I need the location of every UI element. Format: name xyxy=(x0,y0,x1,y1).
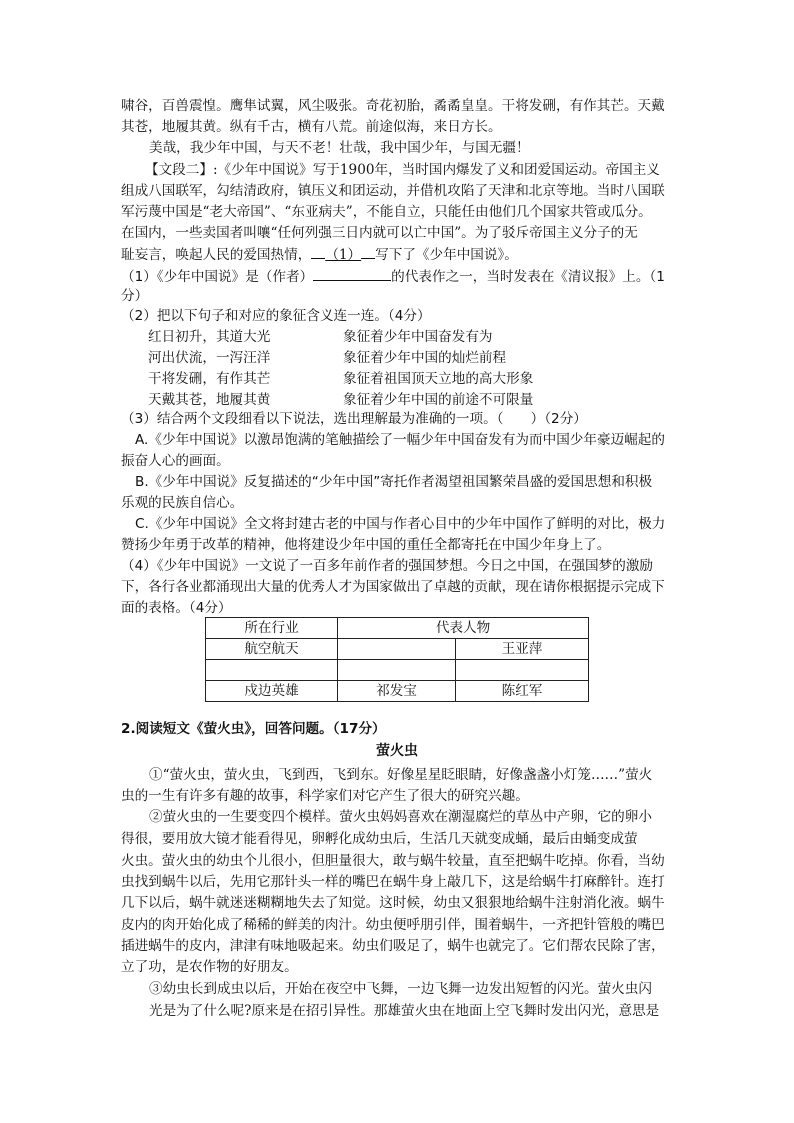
question-2-prompt: （2）把以下句子和对应的象征含义连一连。（4分） xyxy=(121,308,431,324)
passage1-line: 啸谷，百兽震惶。鹰隼试翼，风尘吸张。奇花初胎，矞矞皇皇。干将发硎，有作其芒。天戴 xyxy=(121,98,665,114)
essay-line: 光是为了什么呢?原来是在招引异性。那雄萤火虫在地面上空飞舞时发出闪光，意思是 xyxy=(149,1003,660,1019)
question-4-line: 面的表格。（4分） xyxy=(121,600,232,616)
author-answer-blank[interactable] xyxy=(313,266,391,281)
table-cell: 航空航天 xyxy=(206,639,338,660)
answer-blank[interactable] xyxy=(361,244,375,259)
passage2-line: 军污蔑中国是“老大帝国”、“东亚病夫”，不能自立，只能任由他们几个国家共管或瓜分。 xyxy=(121,204,652,220)
matching-right-item[interactable]: 象征着少年中国的前途不可限量 xyxy=(343,392,534,408)
table-cell: 王亚萍 xyxy=(456,639,589,660)
answer-blank[interactable] xyxy=(311,244,325,259)
passage1-line: 美哉，我少年中国，与天不老！壮哉，我中国少年，与国无疆！ xyxy=(149,140,530,156)
passage2-line: 组成八国联军，勾结清政府，镇压义和团运动，并借机攻陷了天津和北京等地。当时八国联 xyxy=(121,183,665,199)
table-answer-cell[interactable] xyxy=(338,639,456,660)
question-1 xyxy=(121,266,665,287)
option-a-continued: 振奋人心的画面。 xyxy=(121,453,230,469)
question-1-text: （1）《少年中国说》是（作者） xyxy=(121,269,314,285)
essay-line: 立了功，是农作物的好朋友。 xyxy=(121,959,298,975)
essay-line: ③幼虫长到成虫以后，开始在夜空中飞舞，一边飞舞一边发出短暂的闪光。萤火虫闪 xyxy=(149,981,652,997)
option-a[interactable]: A.《少年中国说》以激昂饱满的笔触描绘了一幅少年中国奋发有为而中国少年豪迈崛起的 xyxy=(135,432,665,448)
option-c-continued: 赞扬少年勇于改革的精神，他将建设少年中国的重任全都寄托在中国少年身上了。 xyxy=(121,537,611,553)
matching-right-item[interactable]: 象征着祖国顶天立地的高大形象 xyxy=(343,371,534,387)
matching-left-item[interactable]: 河出伏流，一泻汪洋 xyxy=(148,350,271,366)
essay-line: ①“萤火虫，萤火虫，飞到西，飞到东。好像星星眨眼睛，好像盏盏小灯笼……”萤火 xyxy=(149,767,653,783)
blank-label: （1） xyxy=(325,247,362,263)
passage1-line: 其苍，地履其黄。纵有千古，横有八荒。前途似海，来日方长。 xyxy=(121,119,502,135)
essay-title: 萤火虫 xyxy=(376,743,418,759)
passage2-line: 在国内，一些卖国者叫嚷“任何列强三日内就可以亡中国”。为了驳斥帝国主义分子的无 xyxy=(121,225,638,241)
option-b[interactable]: B.《少年中国说》反复描述的“少年中国”寄托作者渴望祖国繁荣昌盛的爱国思想和积极 xyxy=(135,474,653,490)
essay-line: 几下以后，蜗牛就迷迷糊糊地失去了知觉。这时候，幼虫又狠狠地给蜗牛注射消化液。蜗牛 xyxy=(121,895,665,911)
passage2-line xyxy=(121,244,518,265)
passage2-text: 写下了《少年中国说》。 xyxy=(375,247,518,263)
essay-line: 插进蜗牛的皮内，津津有味地吸起来。幼虫们吸足了，蜗牛也就完了。它们帮农民除了害， xyxy=(121,938,665,954)
question-4-line: 下，各行各业都涌现出大量的优秀人才为国家做出了卓越的贡献，现在请你根据提示完成下 xyxy=(121,579,665,595)
question-1-continued: 分） xyxy=(121,288,149,304)
option-b-continued: 乐观的民族自信心。 xyxy=(121,495,244,511)
essay-line: ②萤火虫的一生要变四个模样。萤火虫妈妈喜欢在潮湿腐烂的草丛中产卵，它的卵小 xyxy=(149,809,652,825)
question-4-line: （4）《少年中国说》一文说了一百多年前作者的强国梦想。今日之中国，在强国梦的激励 xyxy=(121,558,654,574)
matching-right-item[interactable]: 象征着少年中国的灿烂前程 xyxy=(343,350,507,366)
essay-line: 皮内的肉开始化成了稀稀的鲜美的肉汁。幼虫便呼朋引伴，围着蜗牛，一齐把针管般的嘴巴 xyxy=(121,917,665,933)
table-cell: 陈红军 xyxy=(456,681,589,702)
table-answer-cell[interactable] xyxy=(206,660,338,681)
table-cell: 戍边英雄 xyxy=(206,681,338,702)
table-header-cell: 所在行业 xyxy=(206,618,338,639)
table-header-row xyxy=(206,618,589,639)
table-row xyxy=(206,681,589,702)
passage2-line: 【文段二】:《少年中国说》写于1900年，当时国内爆发了义和团爱国运动。帝国主义 xyxy=(145,162,660,178)
essay-line: 火虫。萤火虫的幼虫个儿很小，但胆量很大，敢与蜗牛较量，直至把蜗牛吃掉。你看，当幼 xyxy=(121,853,665,869)
essay-line: 得很，要用放大镜才能看得见，卵孵化成幼虫后，生活几天就变成蛹，最后由蛹变成萤 xyxy=(121,831,638,847)
section-2-heading: 2.阅读短文《萤火虫》，回答问题。（17分） xyxy=(121,721,386,737)
option-c[interactable]: C.《少年中国说》全文将封建古老的中国与作者心目中的少年中国作了鲜明的对比，极力 xyxy=(135,516,666,532)
essay-line: 虫的一生有许多有趣的故事，科学家们对它产生了很大的研究兴趣。 xyxy=(121,788,529,804)
question-3-prompt: （3）结合两个文段细看以下说法，选出理解最为准确的一项。（ ）（2分） xyxy=(121,411,587,427)
table-answer-cell[interactable] xyxy=(338,660,456,681)
matching-left-item[interactable]: 干将发硎，有作其芒 xyxy=(148,371,271,387)
table-row xyxy=(206,639,589,660)
table-header-cell: 代表人物 xyxy=(338,618,589,639)
table-answer-cell[interactable] xyxy=(456,660,589,681)
matching-left-item[interactable]: 天戴其苍，地履其黄 xyxy=(148,392,271,408)
table-row xyxy=(206,660,589,681)
representatives-table xyxy=(205,617,589,702)
essay-line: 虫找到蜗牛以后，先用它那针头一样的嘴巴在蜗牛身上敲几下，这是给蜗牛打麻醉针。连打 xyxy=(121,874,665,890)
passage2-text: 耻妄言，唤起人民的爱国热情， xyxy=(121,247,312,263)
table-cell: 祁发宝 xyxy=(338,681,456,702)
matching-right-item[interactable]: 象征着少年中国奋发有为 xyxy=(343,329,493,345)
question-1-text: 的代表作之一，当时发表在《清议报》上。（1 xyxy=(391,269,665,285)
matching-left-item[interactable]: 红日初升，其道大光 xyxy=(148,329,271,345)
